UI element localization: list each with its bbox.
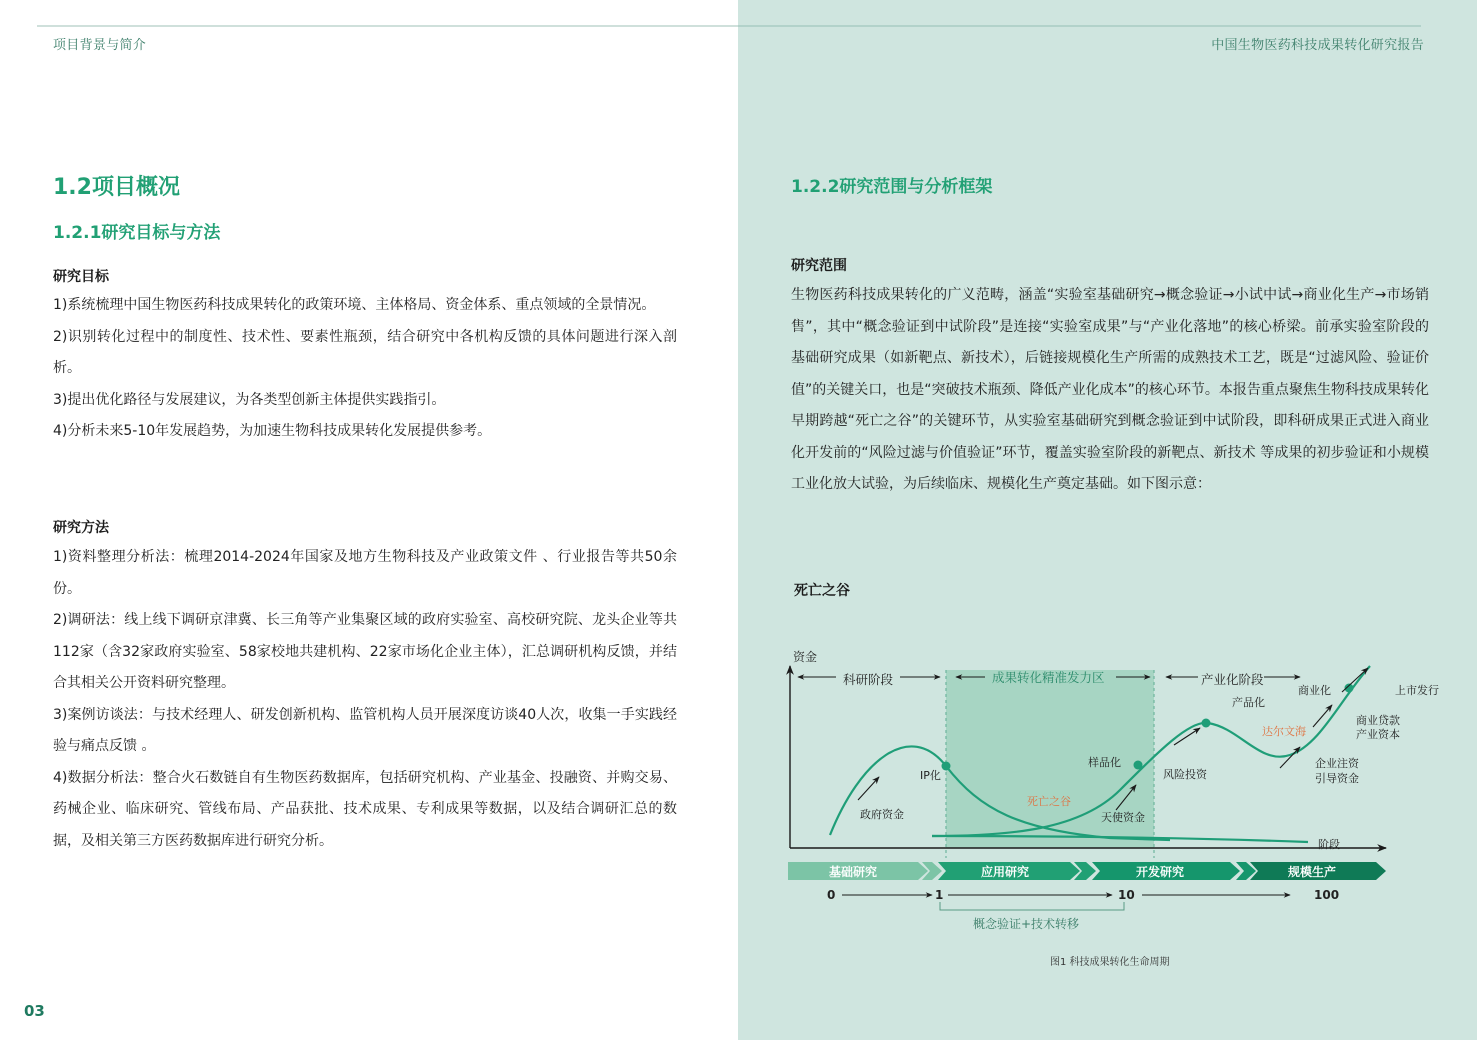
scope-heading: 研究范围 — [791, 258, 847, 274]
stage-development: 开发研究 — [1136, 865, 1185, 879]
stage-scale: 规模生产 — [1288, 865, 1337, 879]
methods-heading: 研究方法 — [53, 520, 109, 536]
milestone-sample: 样品化 — [1088, 756, 1121, 769]
section-running-head: 项目背景与简介 — [53, 38, 147, 53]
stage-basic: 基础研究 — [829, 865, 878, 879]
scope-paragraph — [791, 280, 1429, 501]
method-item: 4)数据分析法：整合火石数链自有生物医药数据库，包括研究机构、产业基金、投融资、并购交易、药械企业、临床研究、管线布局、产品获批、技术成果、专利成果等数据，以及结合调研汇总的数据，及相关第三方医药数据库进行研究分析。 — [53, 769, 677, 849]
goal-item: 3)提出优化路径与发展建议，为各类型创新主体提供实践指引。 — [53, 391, 446, 408]
method-item: 3)案例访谈法：与技术经理人、研发创新机构、监管机构人员开展深度访谈40人次，收集一手实践经验与痛点反馈 。 — [53, 706, 677, 754]
report-running-head: 中国生物医药科技成果转化研究报告 — [1211, 38, 1424, 53]
bracket-label: 概念验证+技术转移 — [973, 917, 1080, 931]
funding-vc: 风险投资 — [1163, 768, 1207, 781]
funding-government: 政府资金 — [860, 808, 904, 821]
scale-100: 100 — [1314, 888, 1340, 902]
header-rule-right — [738, 25, 1421, 27]
funding-industrial-capital: 产业资本 — [1356, 728, 1400, 741]
figure-caption: 图1 科技成果转化生命周期 — [1050, 957, 1170, 968]
subsection-title-right: 1.2.2研究范围与分析框架 — [791, 177, 993, 197]
method-item: 1)资料整理分析法：梳理2014-2024年国家及地方生物科技及产业政策文件 、行业报告等共50余份。 — [53, 549, 677, 597]
stage-applied: 应用研究 — [981, 865, 1030, 879]
zone-research: 科研阶段 — [843, 672, 894, 687]
milestone-product: 产品化 — [1232, 696, 1265, 709]
funding-angel: 天使资金 — [1101, 811, 1145, 824]
funding-loans: 商业贷款 — [1356, 714, 1400, 727]
scale-1: 1 — [935, 888, 944, 902]
diagram-title: 死亡之谷 — [794, 583, 850, 599]
method-item: 2)调研法：线上线下调研京津冀、长三角等产业集聚区域的政府实验室、高校研究院、龙头企业等共112家（含32家政府实验室、58家校地共建机构、22家市场化企业主体），汇总调研机构反馈，并结合其相关公开资料研究整理。 — [53, 612, 677, 691]
scale-0: 0 — [827, 888, 836, 902]
valley-darwin: 达尔文海 — [1262, 725, 1306, 738]
scope-body: 生物医药科技成果转化的广义范畴，涵盖“实验室基础研究→概念验证→小试中试→商业化生产→市场销售”，其中“概念验证到中试阶段”是连接“实验室成果”与“产业化落地”的核心桥梁。前承实验室阶段的基础研究成果（如新靶点、新技术），后链接规模化生产所需的成熟技术工艺，既是“过滤风险、验证价值”的关键关口，也是“突破技术瓶颈、降低产业化成本”的核心环节。本报告重点聚焦生物科技成果转化早期跨越“死亡之谷”的关键环节，从实验室基础研究到概念验证到中试阶段，即科研成果正式进入商业化开发前的“风险过滤与价值验证”环节，覆盖实验室阶段的新靶点、新技术 等成果的初步验证和小规模工业化放大试验，为后续临床、规模化生产奠定基础。如下图示意： — [791, 287, 1429, 492]
y-axis-label: 资金 — [793, 650, 818, 664]
section-title: 1.2项目概况 — [53, 175, 180, 200]
goal-item: 4)分析未来5-10年发展趋势，为加速生物科技成果转化发展提供参考。 — [53, 423, 492, 439]
page-number: 03 — [24, 1002, 45, 1020]
goal-item: 2)识别转化过程中的制度性、技术性、要素性瓶颈，结合研究中各机构反馈的具体问题进行深入剖析。 — [53, 328, 677, 376]
scale-10: 10 — [1118, 888, 1135, 902]
milestone-ip: IP化 — [920, 769, 941, 782]
funding-enterprise: 企业注资 — [1315, 757, 1359, 770]
milestone-commercial: 商业化 — [1298, 684, 1331, 697]
valley-death: 死亡之谷 — [1027, 795, 1071, 808]
goal-item: 1)系统梳理中国生物医药科技成果转化的政策环境、主体格局、资金体系、重点领域的全景情况。 — [53, 297, 656, 313]
zone-transfer: 成果转化精准发力区 — [992, 670, 1105, 685]
funding-ipo: 上市发行 — [1395, 684, 1439, 697]
goals-list — [53, 290, 677, 448]
zone-industrial: 产业化阶段 — [1201, 672, 1264, 687]
goals-heading: 研究目标 — [53, 269, 109, 285]
header-rule-left — [37, 25, 738, 27]
left-page — [0, 0, 738, 1040]
subsection-title: 1.2.1研究目标与方法 — [53, 223, 221, 243]
funding-guidance: 引导资金 — [1315, 772, 1359, 785]
x-axis-label: 阶段 — [1318, 838, 1340, 851]
methods-list — [53, 542, 677, 857]
